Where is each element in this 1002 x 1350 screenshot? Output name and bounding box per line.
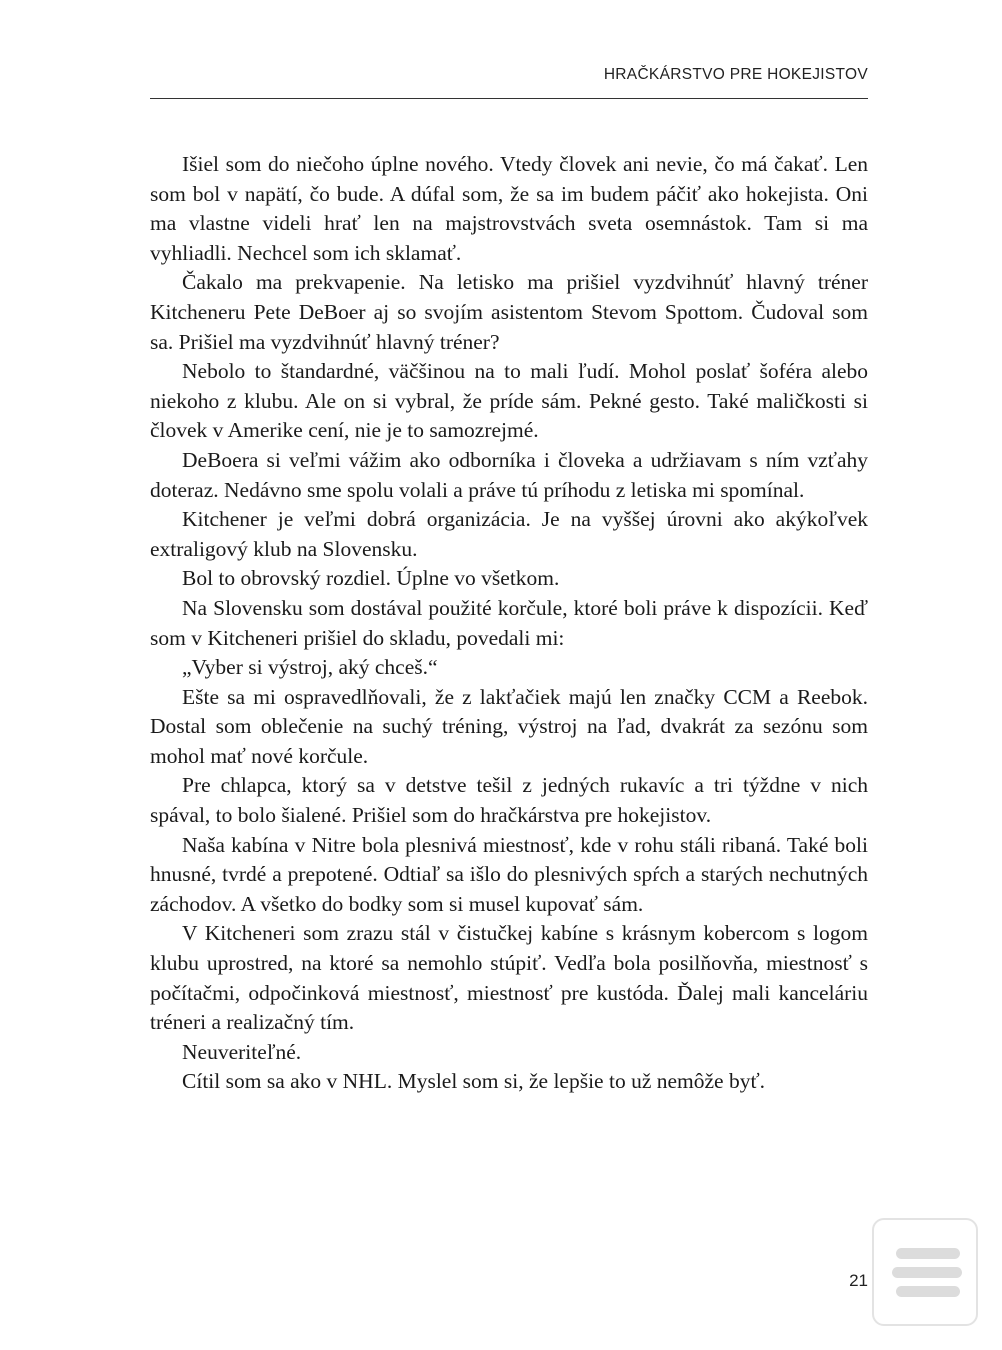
paragraph: Pre chlapca, ktorý sa v detstve tešil z jedných rukavíc a tri týždne v nich spával, to bolo šialené. Prišiel som do hračkárstva pre hokejistov. [150,773,868,828]
paragraph: „Vyber si výstroj, aký chceš.“ [182,655,438,680]
paragraph: DeBoera si veľmi vážim ako odborníka i človeka a udržiavam s ním vzťahy doteraz. Nedávno sme spolu volali a práve tú príhodu z letiska mi spomínal. [150,447,868,502]
paragraph: Cítil som sa ako v NHL. Myslel som si, že lepšie to už nemôže byť. [182,1069,766,1094]
paragraph: Čakalo ma prekvapenie. Na letisko ma prišiel vyzdvihnúť hlavný tréner Kitcheneru Pete DeBoer aj so svojím asistentom Stevom Spottom. Čudoval som sa. Prišiel ma vyzdvihnúť hlavný tréner? [150,270,868,354]
header-rule [150,98,868,99]
running-header: HRAČKÁRSTVO PRE HOKEJISTOV [603,66,868,83]
paragraph: Kitchener je veľmi dobrá organizácia. Je na vyššej úrovni ako akýkoľvek extraligový klub na Slovensku. [150,507,868,561]
paragraph: Neuveriteľné. [182,1039,302,1064]
body-text [150,150,868,1097]
paragraph: Na Slovensku som dostával použité korčule, ktoré boli práve k dispozícii. Keď som v Kitcheneri prišiel do skladu, povedali mi: [150,595,868,650]
paragraph: Išiel som do niečoho úplne nového. Vtedy človek ani nevie, čo má čakať. Len som bol v napätí, čo bude. A dúfal som, že sa im budem páčiť ako hokejista. Oni ma vlastne videli hrať len na majstrovstvách sveta osemnástok. Tam si ma vyhliadli. Nechcel som ich sklamať. [150,152,868,265]
paragraph: Bol to obrovský rozdiel. Úplne vo všetkom. [182,566,560,591]
paragraph: Naša kabína v Nitre bola plesnivá miestnosť, kde v rohu stáli ribaná. Také boli hnusné, tvrdé a prepotené. Odtiaľ sa išlo do plesnivých spŕch a starých nechutných záchodov. A všetko do bodky som si musel kupovať sám. [150,832,868,916]
page-number: 21 [849,1271,868,1290]
paragraph: Nebolo to štandardné, väčšinou na to mali ľudí. Mohol poslať šoféra alebo niekoho z klubu. Ale on si vybral, že príde sám. Pekné gesto. Také maličkosti si človek v Amerike cení, nie je to samozrejmé. [150,359,868,443]
paragraph: V Kitcheneri som zrazu stál v čistučkej kabíne s krásnym kobercom s logom klubu uprostred, na ktoré sa nemohlo stúpiť. Vedľa bola posilňovňa, miestnosť s počítačmi, odpočinková miestnosť, miestnosť pre kustóda. Ďalej mali kanceláriu tréneri a realizačný tím. [150,921,868,1035]
stacked-books-icon [872,1218,978,1326]
paragraph: Ešte sa mi ospravedlňovali, že z lakťačiek majú len značky CCM a Reebok. Dostal som oblečenie na suchý tréning, výstroj na ľad, dvakrát za sezónu som mohol mať nové korčule. [150,684,868,768]
